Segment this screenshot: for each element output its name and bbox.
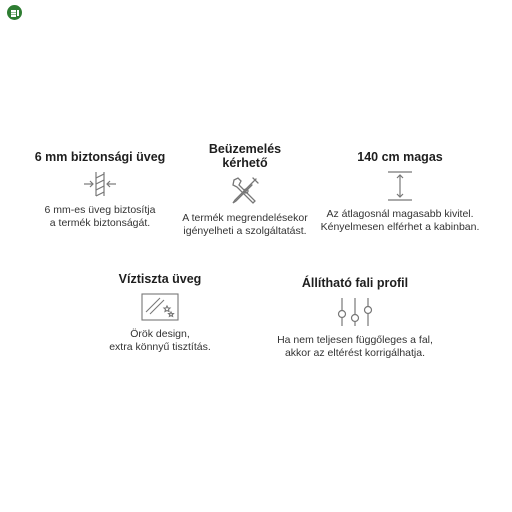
brand-badge-icon [7,5,22,20]
feature-clear-glass [80,272,240,354]
feature-title: 140 cm magas [357,150,443,164]
feature-description: A termék megrendelésekor igényelheti a szolgáltatást. [182,212,308,237]
feature-height [320,150,480,234]
tools-icon [229,176,261,206]
height-icon [384,170,416,202]
feature-title: 6 mm biztonsági üveg [34,150,166,164]
feature-description: Örök design, extra könnyű tisztítás. [109,328,211,353]
feature-safety-glass [20,150,180,230]
feature-adjustable-profile [255,276,455,360]
feature-description: Ha nem teljesen függőleges a fal, akkor az eltérést korrigálhatja. [277,334,433,359]
feature-description: 6 mm-es üveg biztosítja a termék biztonságát. [44,204,156,229]
clear-glass-icon [140,292,180,322]
feature-title: Beüzemelés kérhető [208,142,282,170]
feature-title: Állítható fali profil [301,276,409,290]
feature-installation [165,142,325,238]
adjust-sliders-icon [335,296,375,328]
feature-description: Az átlagosnál magasabb kivitel. Kényelmesen elférhet a kabinban. [320,208,480,233]
feature-title: Víztiszta üveg [118,272,202,286]
glass-thickness-icon [82,170,118,198]
